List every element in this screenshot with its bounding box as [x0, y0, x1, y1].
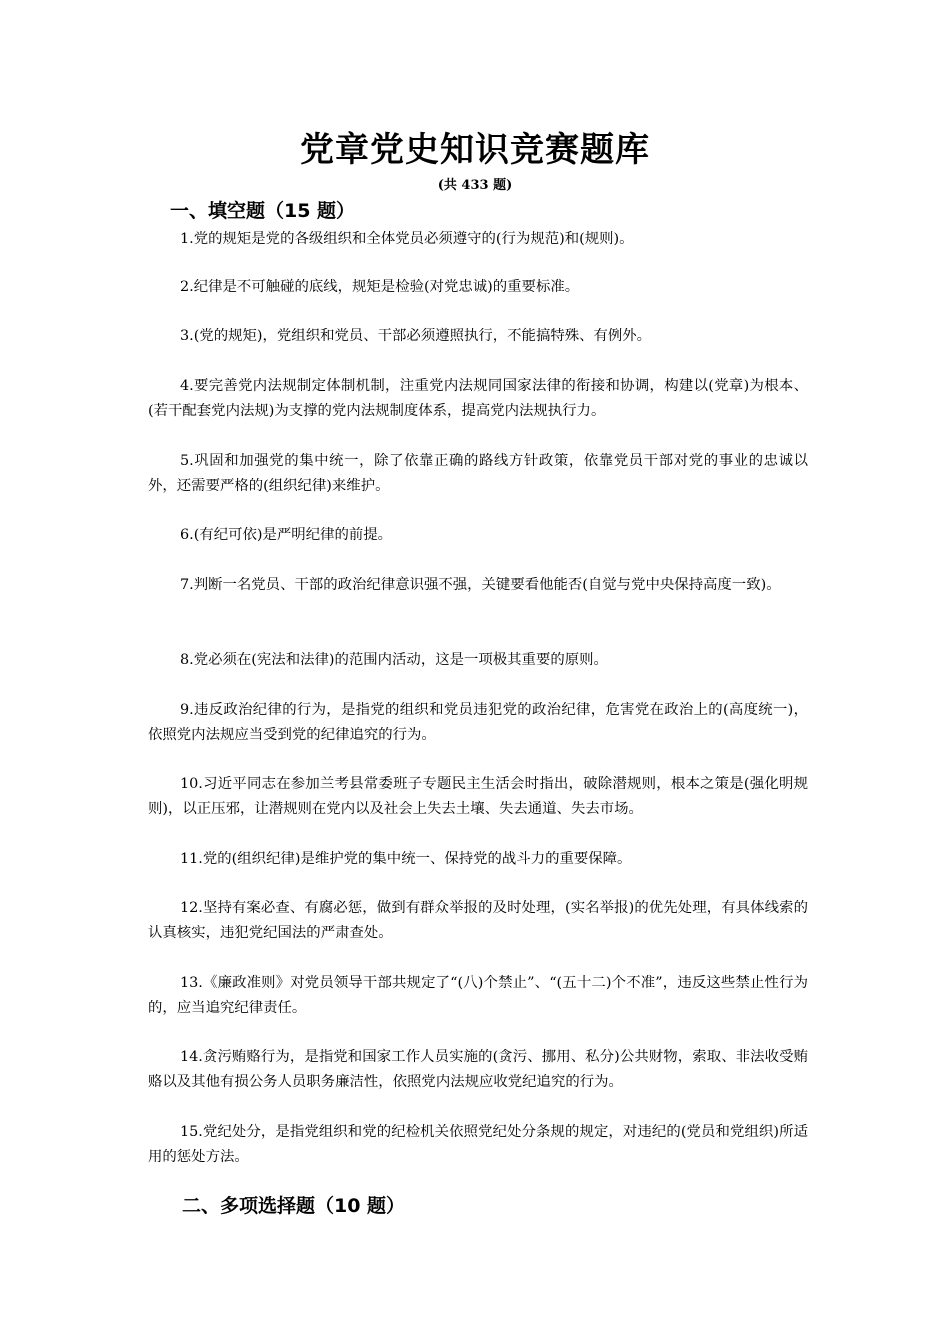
question-item: 3.(党的规矩)，党组织和党员、干部必须遵照执行，不能搞特殊、有例外。: [180, 328, 652, 344]
question-item: 12.坚持有案必查、有腐必惩，做到有群众举报的及时处理，(实名举报)的优先处理，有具体线索的认真核实，违犯党纪国法的严肃查处。: [148, 900, 808, 941]
document-subtitle: (共 433 题): [437, 178, 513, 193]
section-heading-multiple-choice: 二、多项选择题（10 题）: [182, 1195, 406, 1217]
document-title: 党章党史知识竞赛题库: [300, 130, 650, 170]
question-item: 11.党的(组织纪律)是维护党的集中统一、保持党的战斗力的重要保障。: [180, 851, 632, 867]
section-heading-fill-in: 一、填空题（15 题）: [170, 200, 356, 222]
question-item: 8.党必须在(宪法和法律)的范围内活动，这是一项极其重要的原则。: [180, 652, 608, 668]
question-item: 9.违反政治纪律的行为，是指党的组织和党员违犯党的政治纪律，危害党在政治上的(高度统一)，依照党内法规应当受到党的纪律追究的行为。: [148, 702, 808, 743]
question-item: 14.贪污贿赂行为，是指党和国家工作人员实施的(贪污、挪用、私分)公共财物，索取、非法收受贿赂以及其他有损公务人员职务廉洁性，依照党内法规应收党纪追究的行为。: [148, 1049, 808, 1090]
question-item: 13.《廉政准则》对党员领导干部共规定了“(八)个禁止”、“(五十二)个不准”，违反这些禁止性行为的，应当追究纪律责任。: [148, 975, 808, 1016]
question-item: 7.判断一名党员、干部的政治纪律意识强不强，关键要看他能否(自觉与党中央保持高度一致)。: [180, 577, 781, 593]
question-item: 10.习近平同志在参加兰考县常委班子专题民主生活会时指出，破除潜规则，根本之策是(强化明规则)，以正压邪，让潜规则在党内以及社会上失去土壤、失去通道、失去市场。: [148, 776, 808, 817]
question-item: 5.巩固和加强党的集中统一，除了依靠正确的路线方针政策，依靠党员干部对党的事业的忠诚以外，还需要严格的(组织纪律)来维护。: [148, 453, 808, 494]
question-item: 15.党纪处分，是指党组织和党的纪检机关依照党纪处分条规的规定，对违纪的(党员和党组织)所适用的惩处方法。: [148, 1124, 808, 1165]
question-item: 2.纪律是不可触碰的底线，规矩是检验(对党忠诚)的重要标准。: [180, 279, 580, 295]
question-item: 6.(有纪可依)是严明纪律的前提。: [180, 527, 393, 543]
question-item: 4.要完善党内法规制定体制机制，注重党内法规同国家法律的衔接和协调，构建以(党章)为根本、(若干配套党内法规)为支撑的党内法规制度体系，提高党内法规执行力。: [148, 378, 808, 419]
question-item: 1.党的规矩是党的各级组织和全体党员必须遵守的(行为规范)和(规则)。: [180, 231, 634, 247]
